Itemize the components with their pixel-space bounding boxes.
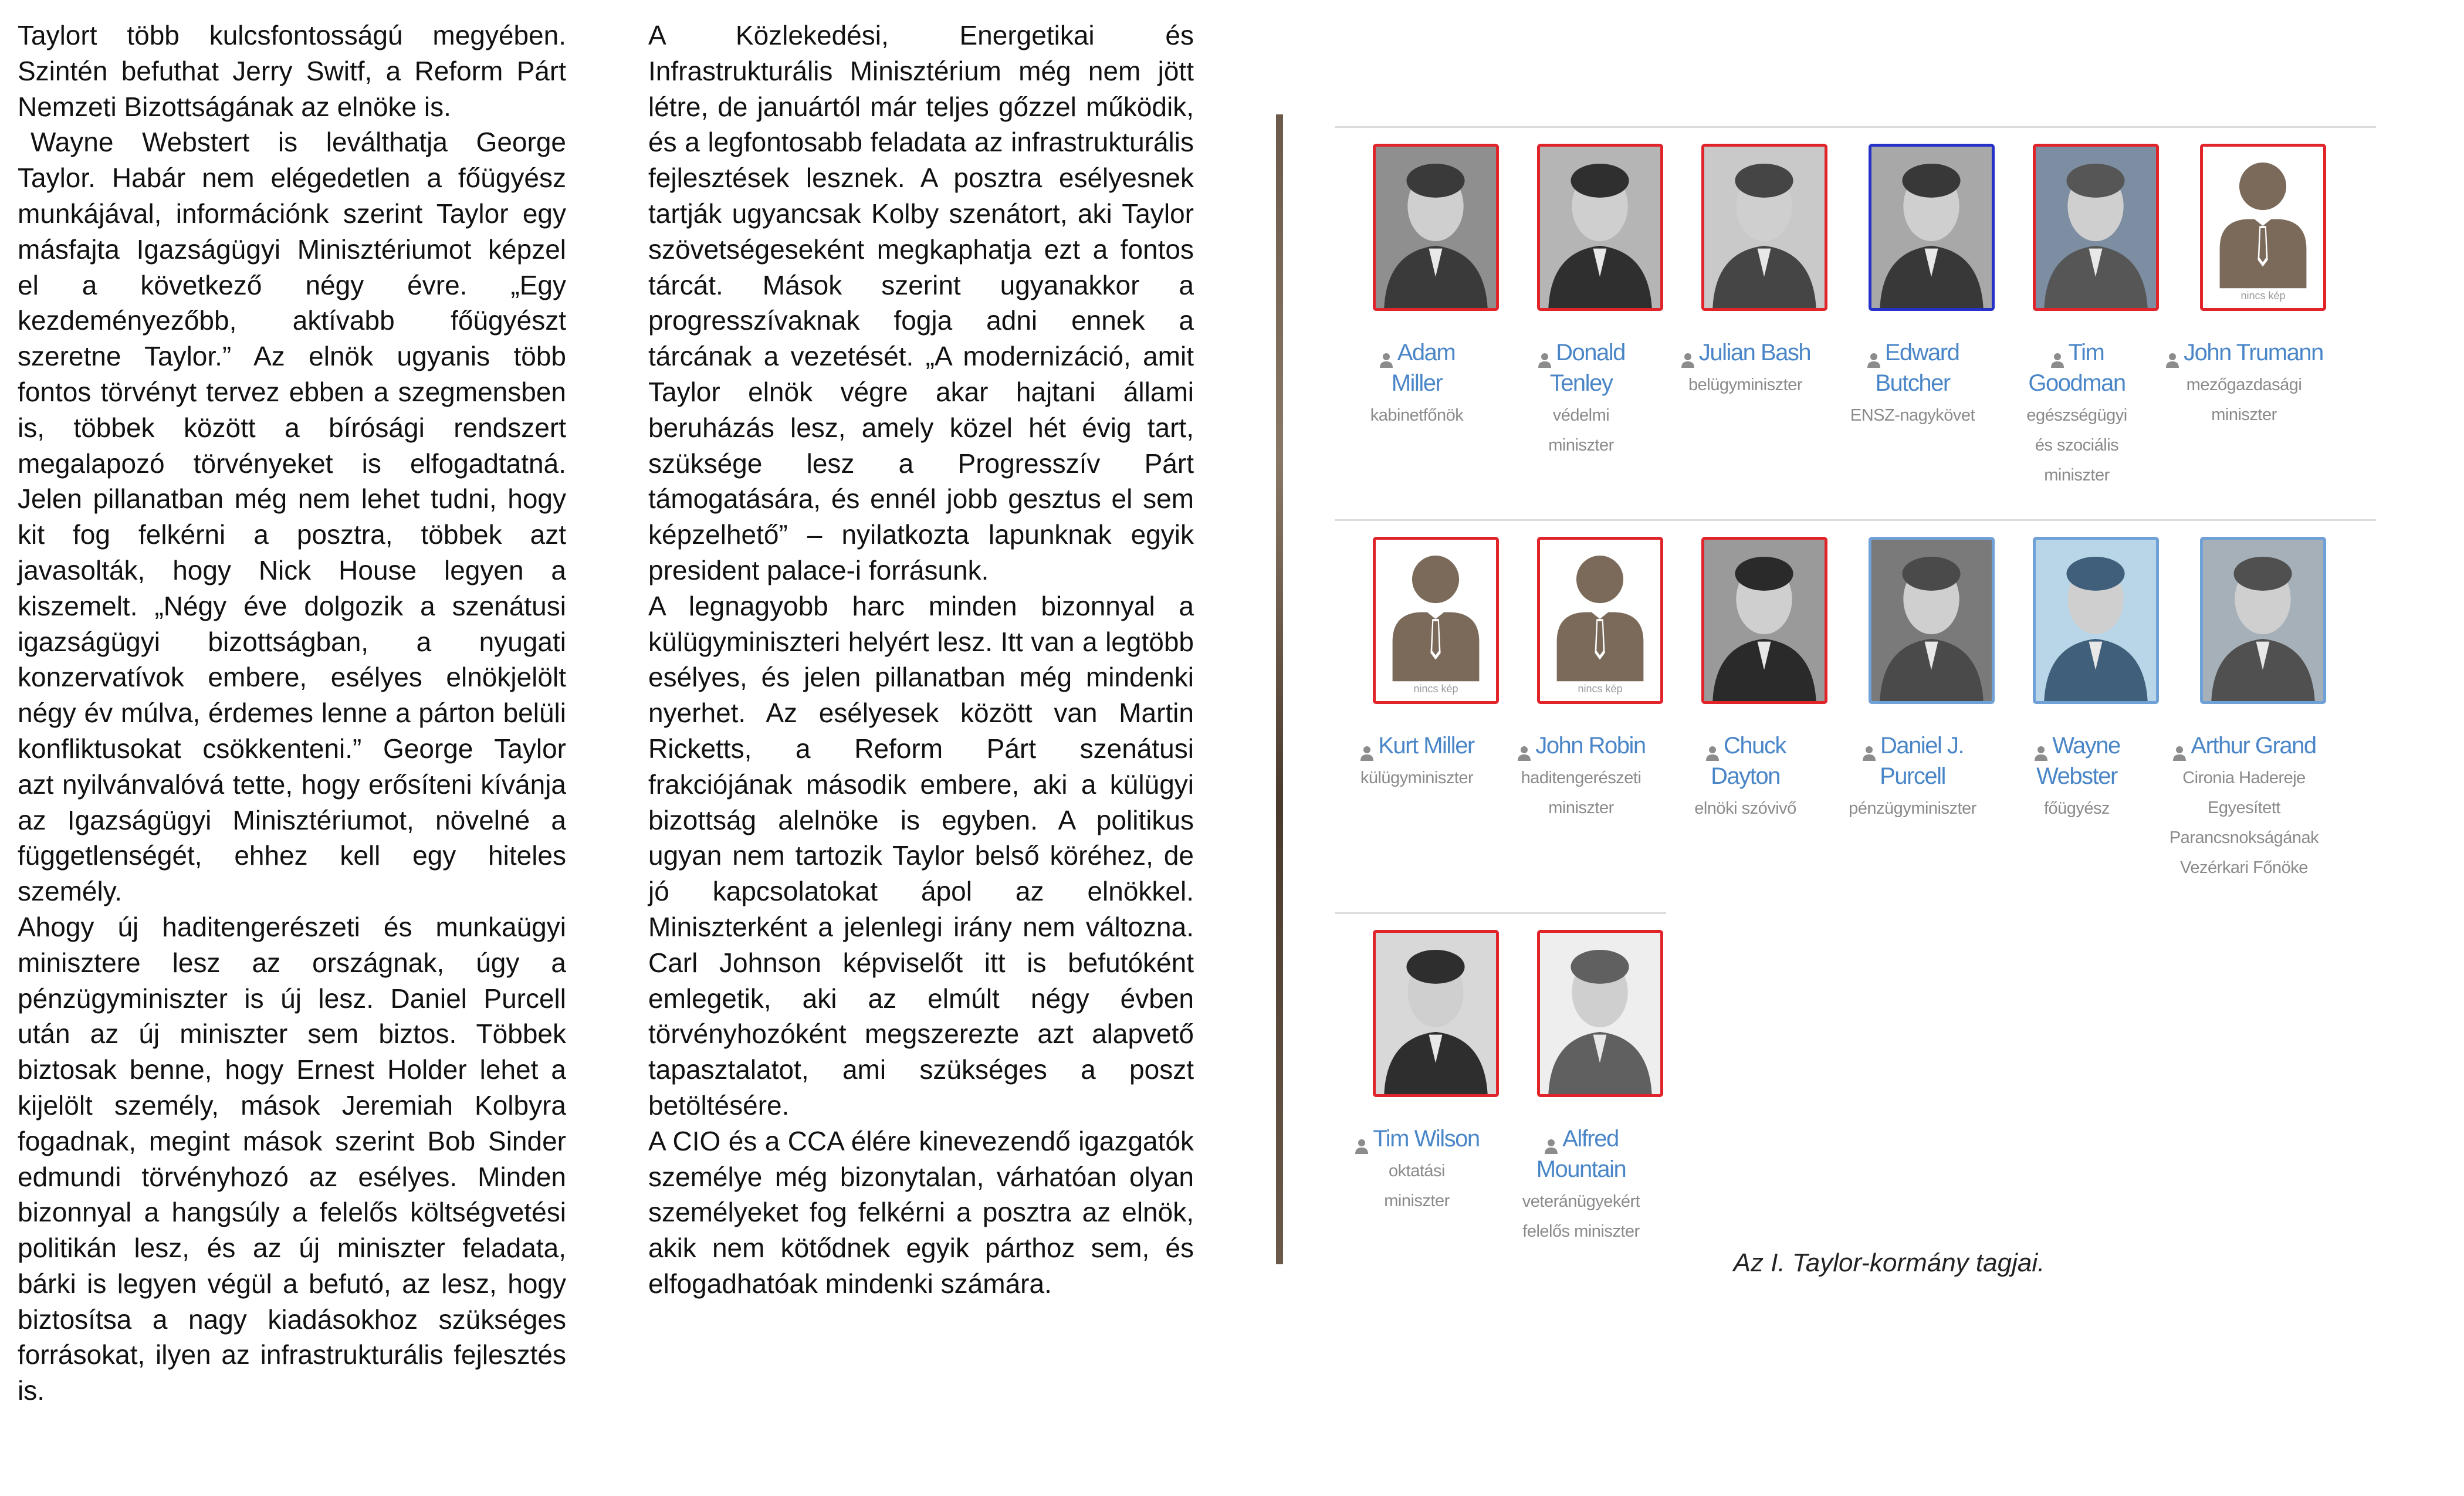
- paragraph: Ahogy új haditengerészeti és munkaügyi minisztere lesz az országnak, úgy a pénzügyminiszter is új lesz. Daniel Purcell után az új miniszter sem biztos. Többek biztosak benne, hogy Ernest Holder lehet a kijelölt személy, mások Jeremiah Kolbyra fogadnak, megint mások szerint Bob Sinder edmundi törvényhozó az esélyes. Minden bizonnyal a hangsúly a felelős költségvetési politikán lesz, és az új miniszter feladata, bárki is legyen végül a befutó, az lesz, hogy biztosítsa a nagy kiadásokhoz szükséges forrásokat, ilyen az infrastrukturális fejlesztés is.: [18, 911, 566, 1406]
- member-name[interactable]: [2162, 730, 2326, 761]
- person-icon: [1680, 346, 1695, 362]
- member-role-text: oktatási: [1389, 1162, 1445, 1180]
- person-icon: [1359, 739, 1375, 755]
- member-role-text: belügyminiszter: [1688, 375, 1802, 394]
- member-name-text: Wayne: [2052, 733, 2120, 759]
- member-photo[interactable]: [2033, 144, 2159, 311]
- paragraph: Taylort több kulcsfontosságú megyében. Szintén befuthat Jerry Switf, a Reform Párt Nemzeti Bizottságának az elnöke is.: [18, 20, 566, 122]
- row-separator: [1335, 912, 1666, 914]
- no-image-placeholder[interactable]: [1537, 537, 1663, 704]
- member-role: [1335, 1156, 1499, 1216]
- cabinet-member-card: [1335, 537, 1499, 912]
- member-photo[interactable]: [1701, 144, 1827, 311]
- paragraph: A CIO és a CCA élére kinevezendő igazgatók személye még bizonytalan, várhatóan olyan személyeket fog felkérni a posztra az elnök, akik nem kötődnek egyik párthoz sem, és elfogadhatóak mindenki számára.: [648, 1125, 1194, 1299]
- person-icon: [1379, 346, 1394, 362]
- paragraph: Wayne Webstert is leválthatja George Taylor. Habár nem elégedetlen a főügyész munkájával, információnk szerint Taylor egy másfajta Igazságügyi Minisztériumot képzel el a következő négy évre. „Egy kezdeményezőbb, aktívabb főügyészt szeretne Taylor.” Az elnök ugyanis több fontos törvényt tervez ebben a szegmensben is, többek között a bírósági rendszert megalapozó törvényeket is elfogadtatná. Jelen pillanatban még nem lehet tudni, hogy kit fog felkérni a posztra, többek azt javasolták, hogy Nick House legyen a kiszemelt. „Négy éve dolgozik a szenátusi igazságügyi bizottságban, a nyugati konzervatívok embere, esélyes elnökjelölt négy év múlva, érdemes lenne a párton belüli konfliktusokat csökkenteni.” George Taylor azt nyilvánvalóvá tette, hogy erősíteni kívánja az Igazságügyi Minisztériumot, növelné a függetlenségét, ehhez kell egy hiteles személy.: [18, 127, 566, 907]
- member-name-text: Kurt Miller: [1378, 733, 1474, 759]
- row-separator: [1335, 126, 2376, 128]
- member-name-text: Webster: [2036, 763, 2117, 789]
- member-role-text: miniszter: [1384, 1192, 1450, 1210]
- member-name-text: Goodman: [2028, 370, 2125, 396]
- person-icon: [1705, 739, 1720, 755]
- member-name-text: Tim: [2068, 340, 2104, 365]
- member-role-text: veteránügyekért: [1522, 1192, 1640, 1211]
- member-role: [1335, 763, 1499, 793]
- member-name-text: Alfred: [1562, 1126, 1619, 1152]
- member-name-text: Edward: [1884, 340, 1959, 365]
- article-column-middle: [648, 18, 1194, 1302]
- member-name-text: Tenley: [1549, 370, 1613, 396]
- member-role-text: elnöki szóvivő: [1694, 799, 1796, 818]
- member-name[interactable]: [2162, 337, 2326, 368]
- member-name-text: Butcher: [1875, 370, 1950, 396]
- member-name[interactable]: [1830, 337, 1995, 398]
- member-role-text: főügyész: [2043, 799, 2110, 818]
- member-photo[interactable]: [1373, 930, 1499, 1097]
- person-icon: [1544, 1132, 1559, 1148]
- member-name-text: Miller: [1391, 370, 1443, 396]
- member-role-text: haditengerészeti: [1521, 769, 1641, 787]
- person-icon: [1866, 346, 1881, 362]
- member-role: [1499, 1187, 1663, 1247]
- cabinet-figure: [1276, 114, 2391, 1288]
- figure-caption: Az I. Taylor-kormány tagjai.: [1733, 1248, 2045, 1277]
- member-role-text: és szociális: [2035, 436, 2119, 455]
- member-name[interactable]: [1335, 337, 1499, 398]
- member-photo[interactable]: [1373, 144, 1499, 311]
- article-column-left: [18, 18, 566, 1409]
- person-icon: [1537, 346, 1552, 362]
- member-role: [1995, 794, 2159, 824]
- member-photo[interactable]: [2033, 537, 2159, 704]
- no-image-placeholder[interactable]: [2200, 144, 2326, 311]
- member-photo[interactable]: [1869, 537, 1995, 704]
- member-role: [2162, 763, 2326, 883]
- no-image-label: nincs kép: [1413, 683, 1458, 695]
- member-role: [1499, 763, 1663, 823]
- member-name[interactable]: [1335, 730, 1499, 761]
- member-role: [1663, 794, 1827, 824]
- member-role: [1830, 794, 1995, 824]
- cabinet-member-card: [2162, 537, 2326, 912]
- member-role: [1663, 370, 1827, 400]
- cabinet-member-card: [1995, 537, 2159, 912]
- member-role: [2162, 370, 2326, 430]
- member-photo[interactable]: [1537, 144, 1663, 311]
- member-name[interactable]: [1663, 337, 1827, 368]
- member-photo[interactable]: [1869, 144, 1995, 311]
- member-role-text: miniszter: [1548, 798, 1614, 817]
- figure-divider-bar: [1276, 114, 1283, 1264]
- cabinet-member-card: [1335, 144, 1499, 519]
- cabinet-member-card: [1663, 144, 1827, 519]
- cabinet-member-card: [1663, 537, 1827, 912]
- member-role: [1499, 401, 1663, 461]
- member-name-text: Purcell: [1880, 763, 1945, 789]
- cabinet-member-card: [1830, 144, 1995, 519]
- person-icon: [1517, 739, 1532, 755]
- member-role: [1335, 401, 1499, 431]
- no-image-label: nincs kép: [2240, 290, 2286, 302]
- member-name[interactable]: [1499, 730, 1663, 761]
- cabinet-member-card: [1499, 144, 1663, 519]
- member-name[interactable]: [1499, 337, 1663, 398]
- cabinet-member-card: [1830, 537, 1995, 912]
- person-icon: [1861, 739, 1877, 755]
- member-role: [1995, 401, 2159, 490]
- person-icon: [1354, 1132, 1369, 1148]
- member-name[interactable]: [1335, 1123, 1499, 1154]
- member-role-text: külügyminiszter: [1360, 769, 1474, 787]
- member-name-text: Adam: [1397, 340, 1456, 365]
- member-role-text: pénzügyminiszter: [1849, 799, 1976, 818]
- member-photo[interactable]: [2200, 537, 2326, 704]
- member-name-text: Julian Bash: [1698, 340, 1811, 365]
- cabinet-member-card: [1335, 930, 1499, 1305]
- member-name-text: Dayton: [1711, 763, 1780, 789]
- no-image-placeholder[interactable]: [1373, 537, 1499, 704]
- row-separator: [1335, 519, 2376, 521]
- member-name-text: Tim Wilson: [1373, 1126, 1480, 1152]
- member-name-text: Donald: [1556, 340, 1625, 365]
- member-role-text: ENSZ-nagykövet: [1850, 406, 1975, 425]
- member-role-text: egészségügyi: [2026, 406, 2127, 425]
- person-icon: [2165, 346, 2180, 362]
- member-role-text: Egyesített: [2208, 798, 2280, 817]
- person-icon: [2050, 346, 2065, 362]
- person-icon: [2172, 739, 2187, 755]
- member-name[interactable]: [1830, 730, 1995, 791]
- member-name-text: John Robin: [1535, 733, 1646, 759]
- paragraph: A Közlekedési, Energetikai és Infrastrukturális Minisztérium még nem jött létre, de januártól már teljes gőzzel működik, és a legfontosabb feladata az infrastrukturális fejlesztések lesznek. A posztra esélyesnek tartják ugyancsak Kolby szenátort, aki Taylor szövetségeseként megkaphatja ezt a fontos tárcát. Mások szerint ugyanakkor a progresszívaknak fogja adni ennek a tárcának a vezetését. „A modernizáció, amit Taylor elnök végre akar hajtani állami beruházás lesz, amely közel hét évig tart, szüksége lesz a Progresszív Párt támogatására, és ennél jobb gesztus el sem képzelhető” – nyilatkozta lapunknak egyik president palace-i forrásunk.: [648, 20, 1194, 585]
- member-role-text: Vezérkari Főnöke: [2180, 858, 2308, 877]
- member-role-text: miniszter: [2044, 466, 2110, 485]
- cabinet-member-card: [1499, 537, 1663, 912]
- paragraph: A legnagyobb harc minden bizonnyal a külügyminiszteri helyért lesz. Itt van a legtöbb esélyes, és jelen pillanatban még mindenki nyerhet. Az esélyesek között van Martin Ricketts, a Reform Párt szenátusi frakciójának második embere, aki a külügyi bizottság alelnöke is egyben. A politikus ugyan nem tartozik Taylor belső köréhez, de jó kapcsolatokat ápol az elnökkel. Miniszterként a jelenlegi irány nem változna. Carl Johnson képviselőt itt is befutóként emlegetik, aki az elmúlt négy évben törvényhozóként megszerezte azt alapvető tapasztalatot, ami szükséges a poszt betöltésére.: [648, 590, 1194, 1121]
- member-photo[interactable]: [1701, 537, 1827, 704]
- member-name-text: Arthur Grand: [2191, 733, 2316, 759]
- member-role-text: Parancsnokságának: [2169, 828, 2319, 847]
- cabinet-member-card: [2162, 144, 2326, 519]
- member-name-text: Chuck: [1724, 733, 1786, 759]
- member-name-text: Mountain: [1536, 1156, 1626, 1182]
- member-name-text: Daniel J.: [1880, 733, 1964, 759]
- member-role-text: védelmi: [1552, 406, 1610, 425]
- member-name[interactable]: [1995, 337, 2159, 398]
- member-name[interactable]: [1499, 1123, 1663, 1184]
- member-role: [1830, 401, 1995, 431]
- member-photo[interactable]: [1537, 930, 1663, 1097]
- cabinet-member-card: [1995, 144, 2159, 519]
- member-role-text: miniszter: [1548, 436, 1614, 455]
- member-name[interactable]: [1995, 730, 2159, 791]
- member-name[interactable]: [1663, 730, 1827, 791]
- member-role-text: Cironia Hadereje: [2182, 769, 2306, 787]
- member-role-text: kabinetfőnök: [1370, 406, 1464, 425]
- no-image-label: nincs kép: [1578, 683, 1623, 695]
- person-icon: [2033, 739, 2049, 755]
- member-role-text: felelős miniszter: [1522, 1222, 1640, 1241]
- member-name-text: John Trumann: [2184, 340, 2323, 365]
- member-role-text: mezőgazdasági miniszter: [2186, 375, 2302, 424]
